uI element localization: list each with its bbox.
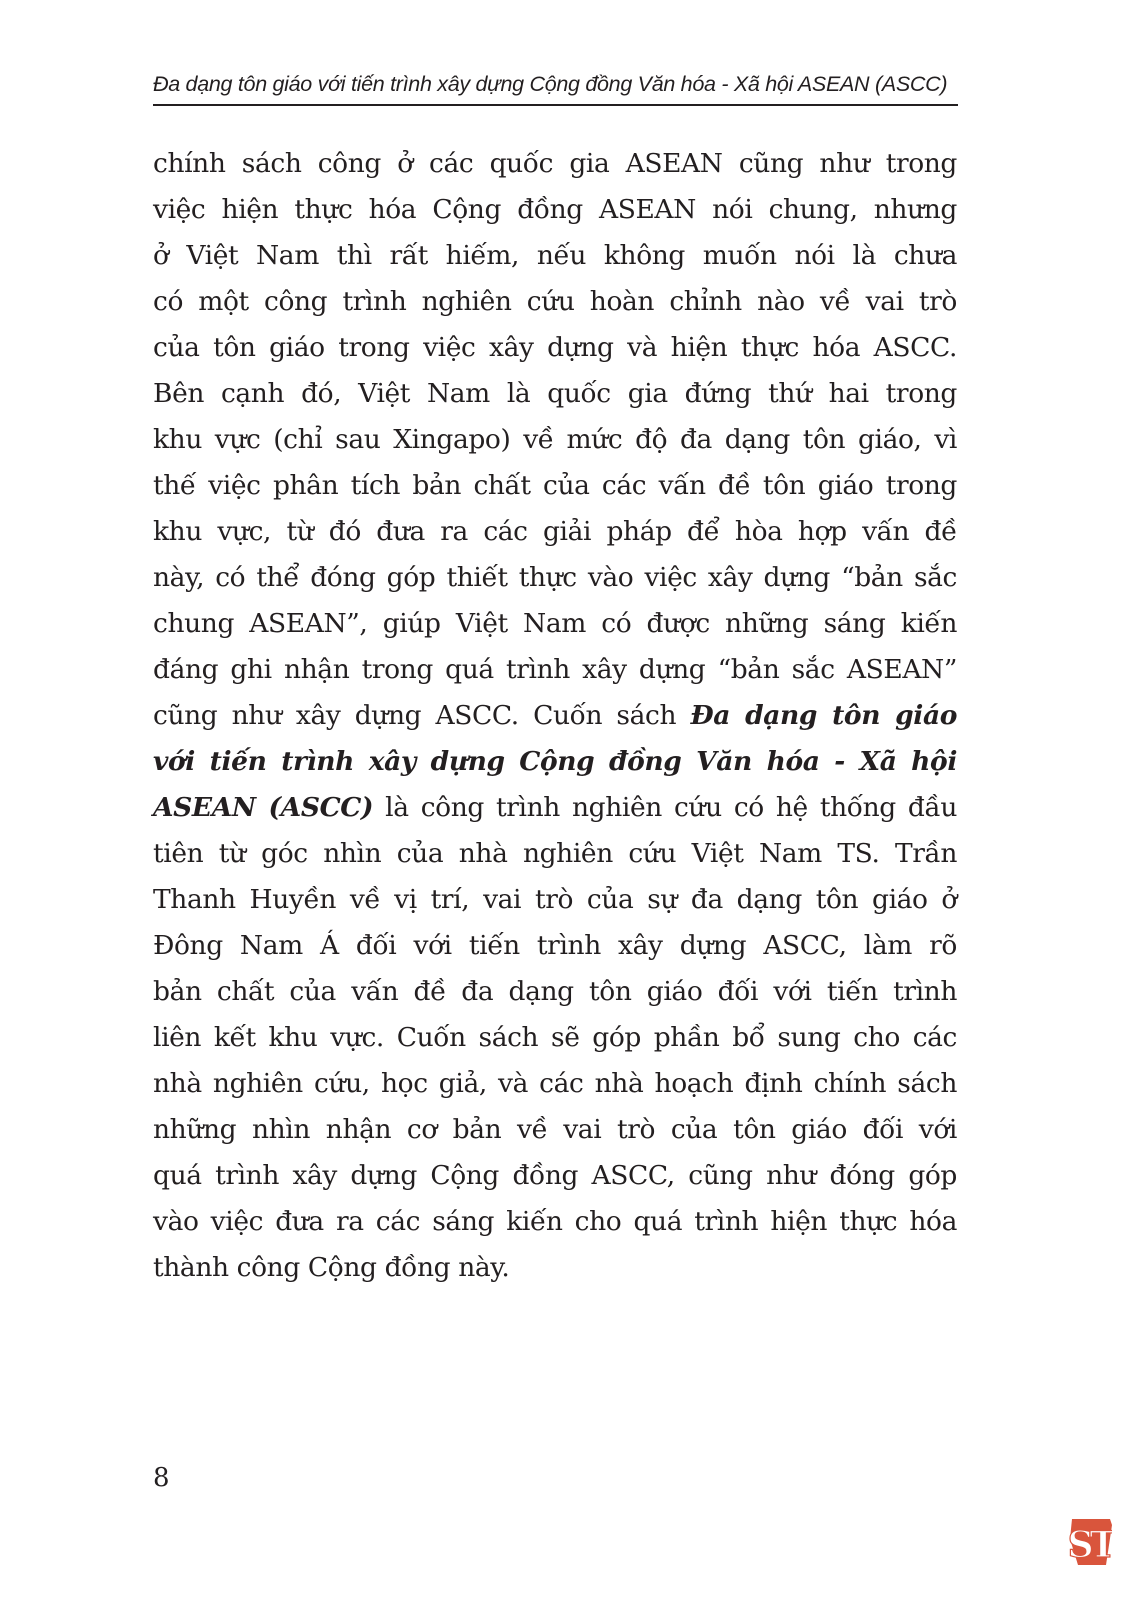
text-line: [153, 1015, 957, 1061]
text-run: Bên cạnh đó, Việt Nam là quốc gia đứng thứ hai trong: [153, 378, 957, 409]
text-run: bản chất của vấn đề đa dạng tôn giáo đối với tiến trình: [153, 976, 957, 1007]
text-line: [153, 647, 957, 693]
text-line: [153, 1153, 957, 1199]
text-line: [153, 1107, 957, 1153]
text-run: khu vực, từ đó đưa ra các giải pháp để hòa hợp vấn đề: [153, 516, 957, 547]
text-run: tiên từ góc nhìn của nhà nghiên cứu Việt Nam TS. Trần: [153, 838, 957, 869]
text-run: chính sách công ở các quốc gia ASEAN cũng như trong: [153, 148, 957, 179]
text-run: ở Việt Nam thì rất hiếm, nếu không muốn nói là chưa: [153, 240, 957, 271]
text-line: [153, 693, 957, 739]
text-run: cũng như xây dựng ASCC. Cuốn sách: [153, 700, 691, 731]
book-title-emphasis: với tiến trình xây dựng Cộng đồng Văn hóa - Xã hội: [153, 746, 957, 777]
book-title-emphasis: Đa dạng tôn giáo: [690, 700, 957, 731]
text-run: nhà nghiên cứu, học giả, và các nhà hoạch định chính sách: [153, 1068, 957, 1099]
text-run: chung ASEAN”, giúp Việt Nam có được những sáng kiến: [153, 608, 957, 639]
book-title-emphasis: ASEAN (ASCC): [153, 792, 374, 823]
text-run: việc hiện thực hóa Cộng đồng ASEAN nói chung, nhưng: [153, 194, 957, 225]
text-line: [153, 1199, 957, 1245]
text-run: đáng ghi nhận trong quá trình xây dựng “bản sắc ASEAN”: [153, 654, 957, 685]
text-line: [153, 1061, 957, 1107]
running-header: Đa dạng tôn giáo với tiến trình xây dựng Cộng đồng Văn hóa - Xã hội ASEAN (ASCC): [153, 72, 948, 96]
text-line: [153, 463, 957, 509]
text-line: [153, 279, 957, 325]
text-line: [153, 509, 957, 555]
text-run: của tôn giáo trong việc xây dựng và hiện thực hóa ASCC.: [153, 332, 957, 363]
text-line: [153, 877, 957, 923]
text-line: [153, 923, 957, 969]
logo-text: ST: [1068, 1524, 1112, 1566]
text-run: khu vực (chỉ sau Xingapo) về mức độ đa dạng tôn giáo, vì: [153, 424, 957, 455]
text-run: này, có thể đóng góp thiết thực vào việc xây dựng “bản sắc: [153, 562, 957, 593]
text-run: là công trình nghiên cứu có hệ thống đầu: [373, 792, 957, 823]
text-line: [153, 739, 957, 785]
text-line: [153, 1245, 957, 1291]
text-line: [153, 555, 957, 601]
text-run: vào việc đưa ra các sáng kiến cho quá trình hiện thực hóa: [153, 1206, 957, 1237]
text-line: [153, 141, 957, 187]
text-line: [153, 785, 957, 831]
text-run: có một công trình nghiên cứu hoàn chỉnh nào về vai trò: [153, 286, 957, 317]
header-rule: [153, 104, 958, 106]
text-run: Đông Nam Á đối với tiến trình xây dựng ASCC, làm rõ: [153, 930, 957, 961]
text-line: [153, 187, 957, 233]
text-run: quá trình xây dựng Cộng đồng ASCC, cũng như đóng góp: [153, 1160, 957, 1191]
text-line: [153, 233, 957, 279]
text-run: thế việc phân tích bản chất của các vấn đề tôn giáo trong: [153, 470, 957, 501]
text-run: Thanh Huyền về vị trí, vai trò của sự đa dạng tôn giáo ở: [153, 884, 957, 915]
text-line: [153, 417, 957, 463]
text-line: [153, 325, 957, 371]
text-run: thành công Cộng đồng này.: [153, 1252, 510, 1283]
text-run: liên kết khu vực. Cuốn sách sẽ góp phần bổ sung cho các: [153, 1022, 957, 1053]
text-run: những nhìn nhận cơ bản về vai trò của tôn giáo đối với: [153, 1114, 957, 1145]
text-line: [153, 601, 957, 647]
body-paragraph: [153, 141, 957, 1291]
text-line: [153, 371, 957, 417]
publisher-st-logo-icon: [1068, 1517, 1112, 1567]
page-number: 8: [153, 1463, 170, 1493]
text-line: [153, 969, 957, 1015]
text-line: [153, 831, 957, 877]
